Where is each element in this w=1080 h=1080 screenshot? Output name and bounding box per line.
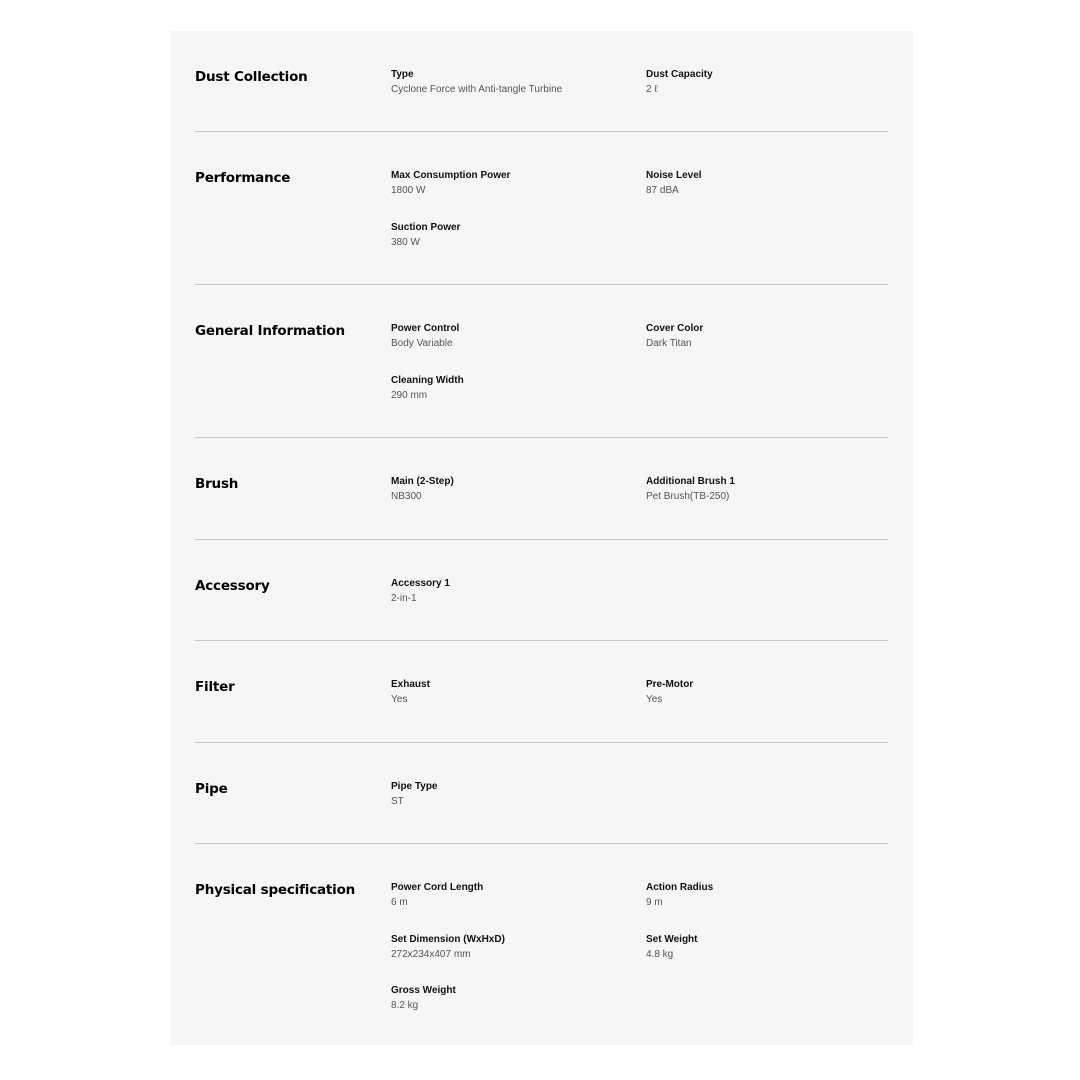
divider (195, 640, 888, 641)
spec-label: Power Control (391, 323, 460, 334)
section-title: Pipe (195, 781, 228, 797)
spec-label: Cleaning Width (391, 375, 464, 386)
spec-item (646, 323, 886, 350)
spec-value: 6 m (391, 897, 408, 908)
divider (195, 539, 888, 540)
spec-label: Main (2-Step) (391, 476, 454, 487)
spec-item (391, 323, 631, 350)
spec-item (391, 882, 631, 909)
spec-label: Pre-Motor (646, 679, 694, 690)
spec-label: Dust Capacity (646, 69, 713, 80)
spec-item (391, 578, 631, 605)
spec-item (391, 476, 631, 503)
section-title: Filter (195, 679, 235, 695)
spec-value: Yes (646, 694, 663, 705)
spec-value: 8.2 kg (391, 1000, 419, 1011)
spec-item (646, 170, 886, 197)
spec-label: Noise Level (646, 170, 702, 181)
spec-label: Additional Brush 1 (646, 476, 735, 487)
spec-value: 87 dBA (646, 185, 679, 196)
spec-item (391, 375, 631, 402)
spec-item (646, 69, 886, 96)
spec-value: Cyclone Force with Anti-tangle Turbine (391, 84, 563, 95)
section-title: Physical specification (195, 882, 356, 898)
spec-item (391, 222, 631, 249)
spec-label: Gross Weight (391, 985, 456, 996)
spec-item (646, 476, 886, 503)
spec-value: 2-in-1 (391, 593, 417, 604)
spec-item (391, 69, 631, 96)
spec-value: Dark Titan (646, 338, 692, 349)
spec-label: Action Radius (646, 882, 714, 893)
spec-item (646, 679, 886, 706)
spec-item (391, 170, 631, 197)
spec-label: Max Consumption Power (391, 170, 511, 181)
divider (195, 284, 888, 285)
divider (195, 742, 888, 743)
section-title: General Information (195, 323, 345, 339)
spec-item (391, 781, 631, 808)
divider (195, 131, 888, 132)
spec-label: Set Dimension (WxHxD) (391, 934, 505, 945)
divider (195, 843, 888, 844)
spec-label: Set Weight (646, 934, 698, 945)
spec-panel (171, 31, 913, 1045)
spec-item (391, 985, 631, 1012)
spec-value: Body Variable (391, 338, 453, 349)
spec-label: Accessory 1 (391, 578, 450, 589)
spec-item (646, 882, 886, 909)
spec-value: 9 m (646, 897, 663, 908)
spec-value: 1800 W (391, 185, 426, 196)
spec-value: 380 W (391, 237, 420, 248)
spec-value: 272x234x407 mm (391, 949, 471, 960)
divider (195, 437, 888, 438)
spec-item (391, 679, 631, 706)
spec-value: NB300 (391, 491, 422, 502)
section-title: Dust Collection (195, 69, 308, 85)
section-title: Brush (195, 476, 239, 492)
spec-label: Exhaust (391, 679, 430, 690)
spec-value: 290 mm (391, 390, 428, 401)
spec-value: ST (391, 796, 404, 807)
spec-value: Yes (391, 694, 408, 705)
spec-label: Suction Power (391, 222, 461, 233)
spec-value: 2 ℓ (646, 84, 658, 95)
spec-label: Power Cord Length (391, 882, 484, 893)
spec-item (646, 934, 886, 961)
section-title: Performance (195, 170, 291, 186)
section-title: Accessory (195, 578, 270, 594)
spec-value: 4.8 kg (646, 949, 674, 960)
spec-label: Cover Color (646, 323, 704, 334)
spec-value: Pet Brush(TB-250) (646, 491, 730, 502)
spec-label: Pipe Type (391, 781, 438, 792)
spec-item (391, 934, 631, 961)
spec-label: Type (391, 69, 414, 80)
